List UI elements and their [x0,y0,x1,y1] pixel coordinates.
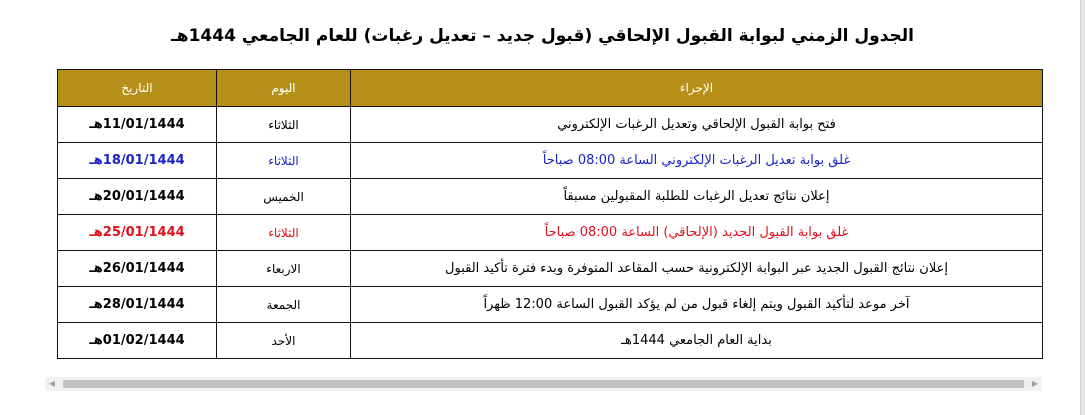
row-day: الأحد [217,323,351,359]
scroll-right-arrow-icon[interactable]: ▶ [1031,379,1039,388]
table-row [58,143,1043,179]
header-date: التاريخ [58,70,217,107]
row-date: 25/01/1444هـ [58,215,217,251]
row-day: الثلاثاء [217,107,351,143]
row-action: آخر موعد لتأكيد القبول ويتم إلغاء قبول من لم يؤكد القبول الساعة 12:00 ظهراً [351,287,1043,323]
row-action: فتح بوابة القبول الإلحاقي وتعديل الرغبات الإلكتروني [351,107,1043,143]
row-action: إعلان نتائج تعديل الرغبات للطلبة المقبولين مسبقاً [351,179,1043,215]
window-edge [1080,0,1085,415]
row-date: 28/01/1444هـ [58,287,217,323]
schedule-table [57,69,1043,359]
row-date: 11/01/1444هـ [58,107,217,143]
table-row [58,179,1043,215]
table-row [58,323,1043,359]
header-day: اليوم [217,70,351,107]
scroll-left-arrow-icon[interactable]: ◀ [48,379,56,388]
row-day: الثلاثاء [217,143,351,179]
row-date: 26/01/1444هـ [58,251,217,287]
row-action: غلق بوابة القبول الجديد (الإلحاقي) الساعة 08:00 صباحاً [351,215,1043,251]
row-day: الاربعاء [217,251,351,287]
row-day: الجمعة [217,287,351,323]
row-day: الخميس [217,179,351,215]
table-row [58,107,1043,143]
row-action: بداية العام الجامعي 1444هـ [351,323,1043,359]
row-date: 18/01/1444هـ [58,143,217,179]
row-date: 20/01/1444هـ [58,179,217,215]
table-row [58,251,1043,287]
table-row [58,215,1043,251]
page-title: الجدول الزمني لبوابة القبول الإلحاقي (قبول جديد – تعديل رغبات) للعام الجامعي 1444هـ [170,26,915,46]
row-day: الثلاثاء [217,215,351,251]
horizontal-scrollbar[interactable] [45,377,1042,391]
scrollbar-thumb[interactable] [63,380,1024,388]
row-action: إعلان نتائج القبول الجديد عبر البوابة الإلكترونية حسب المقاعد المتوفرة وبدء فترة تأكيد القبول [351,251,1043,287]
table-row [58,287,1043,323]
row-date: 01/02/1444هـ [58,323,217,359]
header-action: الإجراء [351,70,1043,107]
row-action: غلق بوابة تعديل الرغبات الإلكتروني الساعة 08:00 صباحاً [351,143,1043,179]
table-header-row [58,70,1043,107]
